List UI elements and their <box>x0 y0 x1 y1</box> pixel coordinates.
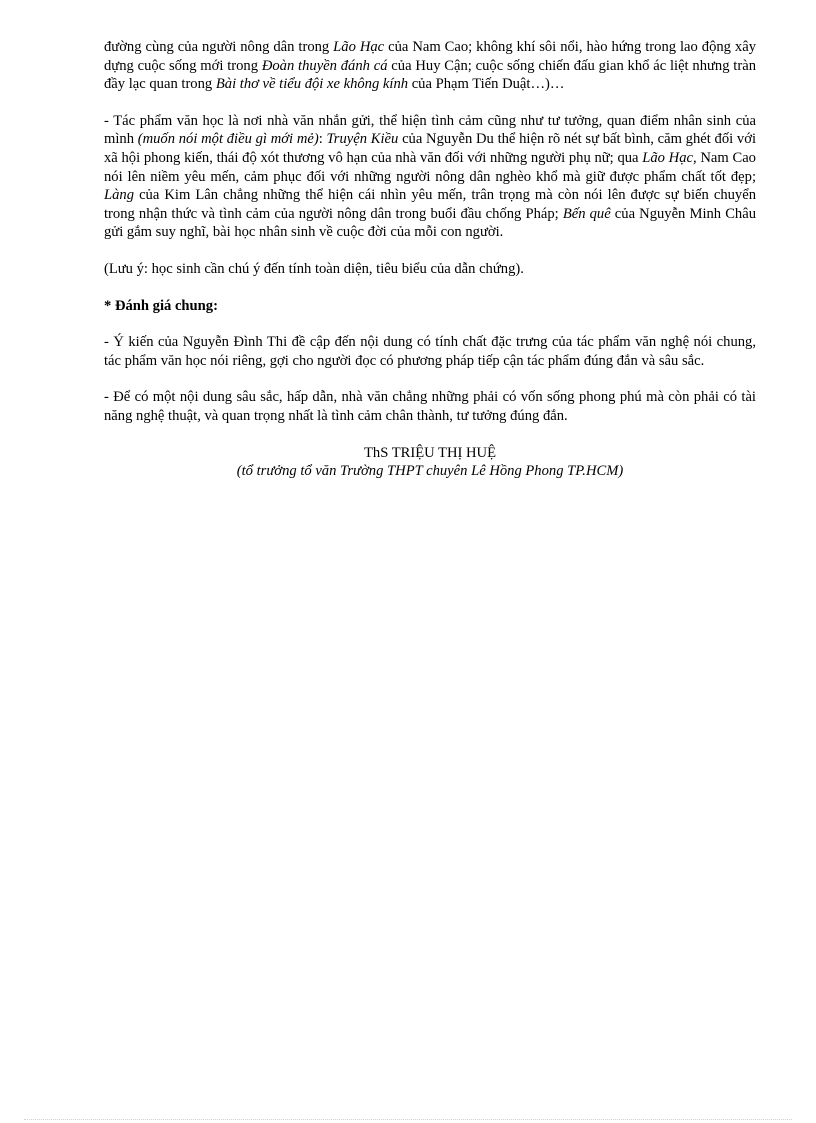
italic-title: Làng <box>104 187 135 204</box>
text-run: của Nguyễn Du thể hiện rõ nét sự bất bình, căm ghét đối với xã hội phong kiến, thái độ xót thương vô hạn của nhà văn đối với những người phụ nữ; qua <box>104 131 756 166</box>
page-bottom-divider <box>24 1119 792 1120</box>
italic-title: Lão Hạc <box>642 149 693 166</box>
section-heading-general-assessment: * Đánh giá chung: <box>104 297 218 314</box>
paragraph-note: (Lưu ý: học sinh cần chú ý đến tính toàn diện, tiêu biểu của dẫn chứng). <box>104 260 524 277</box>
italic-title: Lão Hạc <box>333 39 385 55</box>
text-run: của Phạm Tiến Duật…)… <box>408 76 565 93</box>
paragraph-assessment-1: - Ý kiến của Nguyễn Đình Thi đề cập đến nội dung có tính chất đặc trưng của tác phẩm văn nghệ nói chung, tác phẩm văn học nói riêng, gợi cho người đọc có phương pháp tiếp cận tác phẩm đúng đắn và sâu sắc. <box>104 334 756 369</box>
author-role: (tổ trưởng tổ văn Trường THPT chuyên Lê Hồng Phong TP.HCM) <box>236 463 624 480</box>
text-run: : <box>318 131 327 148</box>
paragraph-assessment-2: - Để có một nội dung sâu sắc, hấp dẫn, nhà văn chẳng những phải có vốn sống phong phú mà còn phải có tài năng nghệ thuật, và quan trọng nhất là tình cảm chân thành, tư tưởng đúng đắn. <box>104 389 756 424</box>
document-page <box>104 38 756 481</box>
author-name: ThS TRIỆU THỊ HUỆ <box>363 444 496 461</box>
italic-title: Bài thơ về tiểu đội xe không kính <box>215 76 409 93</box>
text-run: của Nguyễn Minh Châu gửi gắm suy nghĩ, bài học nhân sinh về cuộc đời của mỗi con người. <box>104 205 756 241</box>
italic-title: Bến quê <box>562 205 611 222</box>
text-run: , Nam Cao nói lên niềm yêu mến, cảm phục đối với những người nông dân nghèo khổ mà giữ được phẩm chất tốt đẹp; <box>104 149 756 185</box>
italic-title: Đoàn thuyền đánh cá <box>261 57 388 74</box>
paragraph-examples-continued <box>104 38 756 94</box>
signature-block <box>104 444 756 481</box>
italic-title: (muốn nói một điều gì mới mẻ) <box>137 131 319 148</box>
text-run: - Tác phẩm văn học là nơi nhà văn nhắn gửi, thể hiện tình cảm cũng như tư tưởng, quan điểm nhân sinh của mình <box>104 112 756 148</box>
text-run: đường cùng của người nông dân trong <box>104 39 334 55</box>
text-run: của Nam Cao; không khí sôi nổi, hào hứng trong lao động xây dựng cuộc sống mới trong <box>104 39 756 74</box>
text-run: của Huy Cận; cuộc sống chiến đấu gian khổ ác liệt nhưng tràn đầy lạc quan trong <box>104 57 756 93</box>
paragraph-author-message <box>104 112 756 242</box>
italic-title: Truyện Kiều <box>326 131 399 148</box>
text-run: của Kim Lân chẳng những thể hiện cái nhìn yêu mến, trân trọng mà còn nói lên được sự biến chuyển trong nhận thức và tình cảm của người nông dân trong buổi đầu chống Pháp; <box>104 187 756 222</box>
